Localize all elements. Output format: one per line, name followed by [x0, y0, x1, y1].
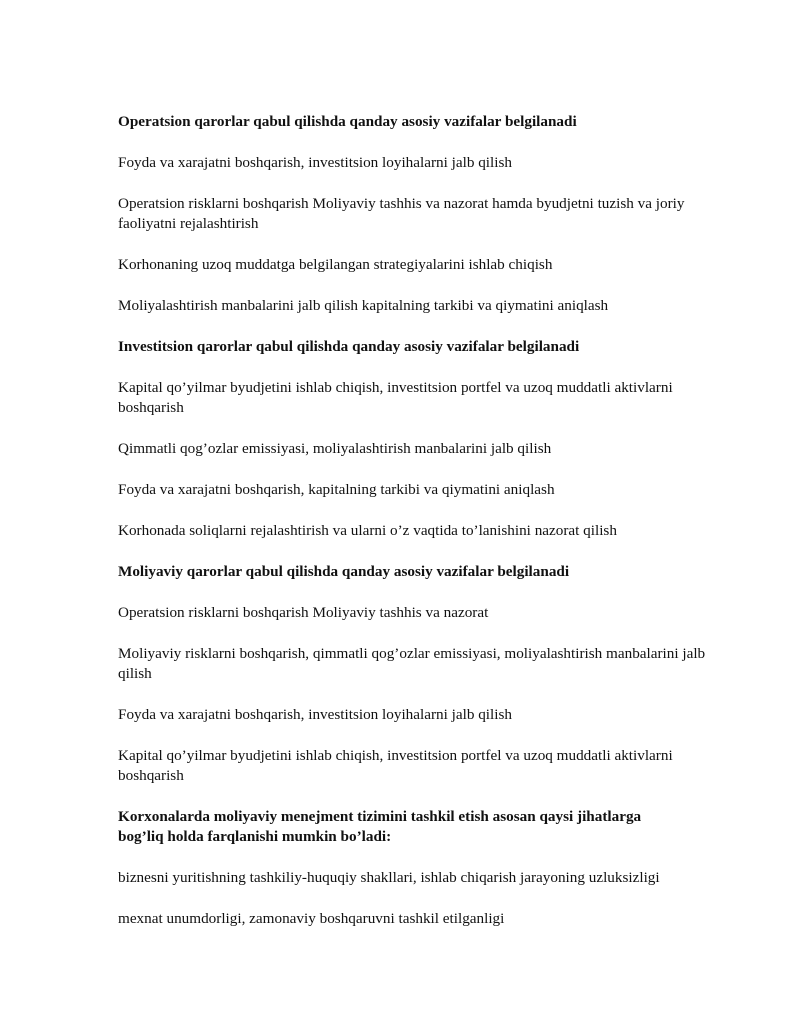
- answer-option: Qimmatli qog’ozlar emissiyasi, moliyalashtirish manbalarini jalb qilish: [118, 440, 552, 457]
- answer-option: Kapital qo’yilmar byudjetini ishlab chiqish, investitsion portfel va uzoq muddatli aktivlarni boshqarish: [118, 379, 673, 416]
- question-block-1: [118, 112, 718, 316]
- question-heading: Korxonalarda moliyaviy menejment tizimini tashkil etish asosan qaysi jihatlarga bog’liq holda farqlanishi mumkin bo’ladi:: [118, 808, 642, 845]
- question-heading: Investitsion qarorlar qabul qilishda qanday asosiy vazifalar belgilanadi: [118, 338, 580, 355]
- answer-option: Moliyaviy risklarni boshqarish, qimmatli qog’ozlar emissiyasi, moliyalashtirish manbalarini jalb qilish: [118, 645, 706, 682]
- answer-option: Korhonaning uzoq muddatga belgilangan strategiyalarini ishlab chiqish: [118, 256, 553, 273]
- answer-option: Kapital qo’yilmar byudjetini ishlab chiqish, investitsion portfel va uzoq muddatli aktivlarni boshqarish: [118, 747, 673, 784]
- answer-option: Operatsion risklarni boshqarish Moliyaviy tashhis va nazorat: [118, 604, 489, 621]
- question-block-4: [118, 807, 718, 929]
- question-block-2: [118, 337, 718, 541]
- answer-option: Foyda va xarajatni boshqarish, investitsion loyihalarni jalb qilish: [118, 154, 512, 171]
- document-content: [118, 112, 718, 929]
- answer-option: biznesni yuritishning tashkiliy-huquqiy shakllari, ishlab chiqarish jarayoning uzluksizligi: [118, 869, 660, 886]
- answer-option: Korhonada soliqlarni rejalashtirish va ularni o’z vaqtida to’lanishini nazorat qilish: [118, 522, 617, 539]
- answer-option: Foyda va xarajatni boshqarish, kapitalning tarkibi va qiymatini aniqlash: [118, 481, 555, 498]
- answer-option: Foyda va xarajatni boshqarish, investitsion loyihalarni jalb qilish: [118, 706, 512, 723]
- answer-option: Moliyalashtirish manbalarini jalb qilish kapitalning tarkibi va qiymatini aniqlash: [118, 297, 609, 314]
- answer-option: mexnat unumdorligi, zamonaviy boshqaruvni tashkil etilganligi: [118, 910, 505, 927]
- question-heading: Moliyaviy qarorlar qabul qilishda qanday asosiy vazifalar belgilanadi: [118, 563, 570, 580]
- question-block-3: [118, 562, 718, 786]
- question-heading: Operatsion qarorlar qabul qilishda qanday asosiy vazifalar belgilanadi: [118, 113, 577, 130]
- answer-option: Operatsion risklarni boshqarish Moliyaviy tashhis va nazorat hamda byudjetni tuzish va joriy faoliyatni rejalashtirish: [118, 195, 685, 232]
